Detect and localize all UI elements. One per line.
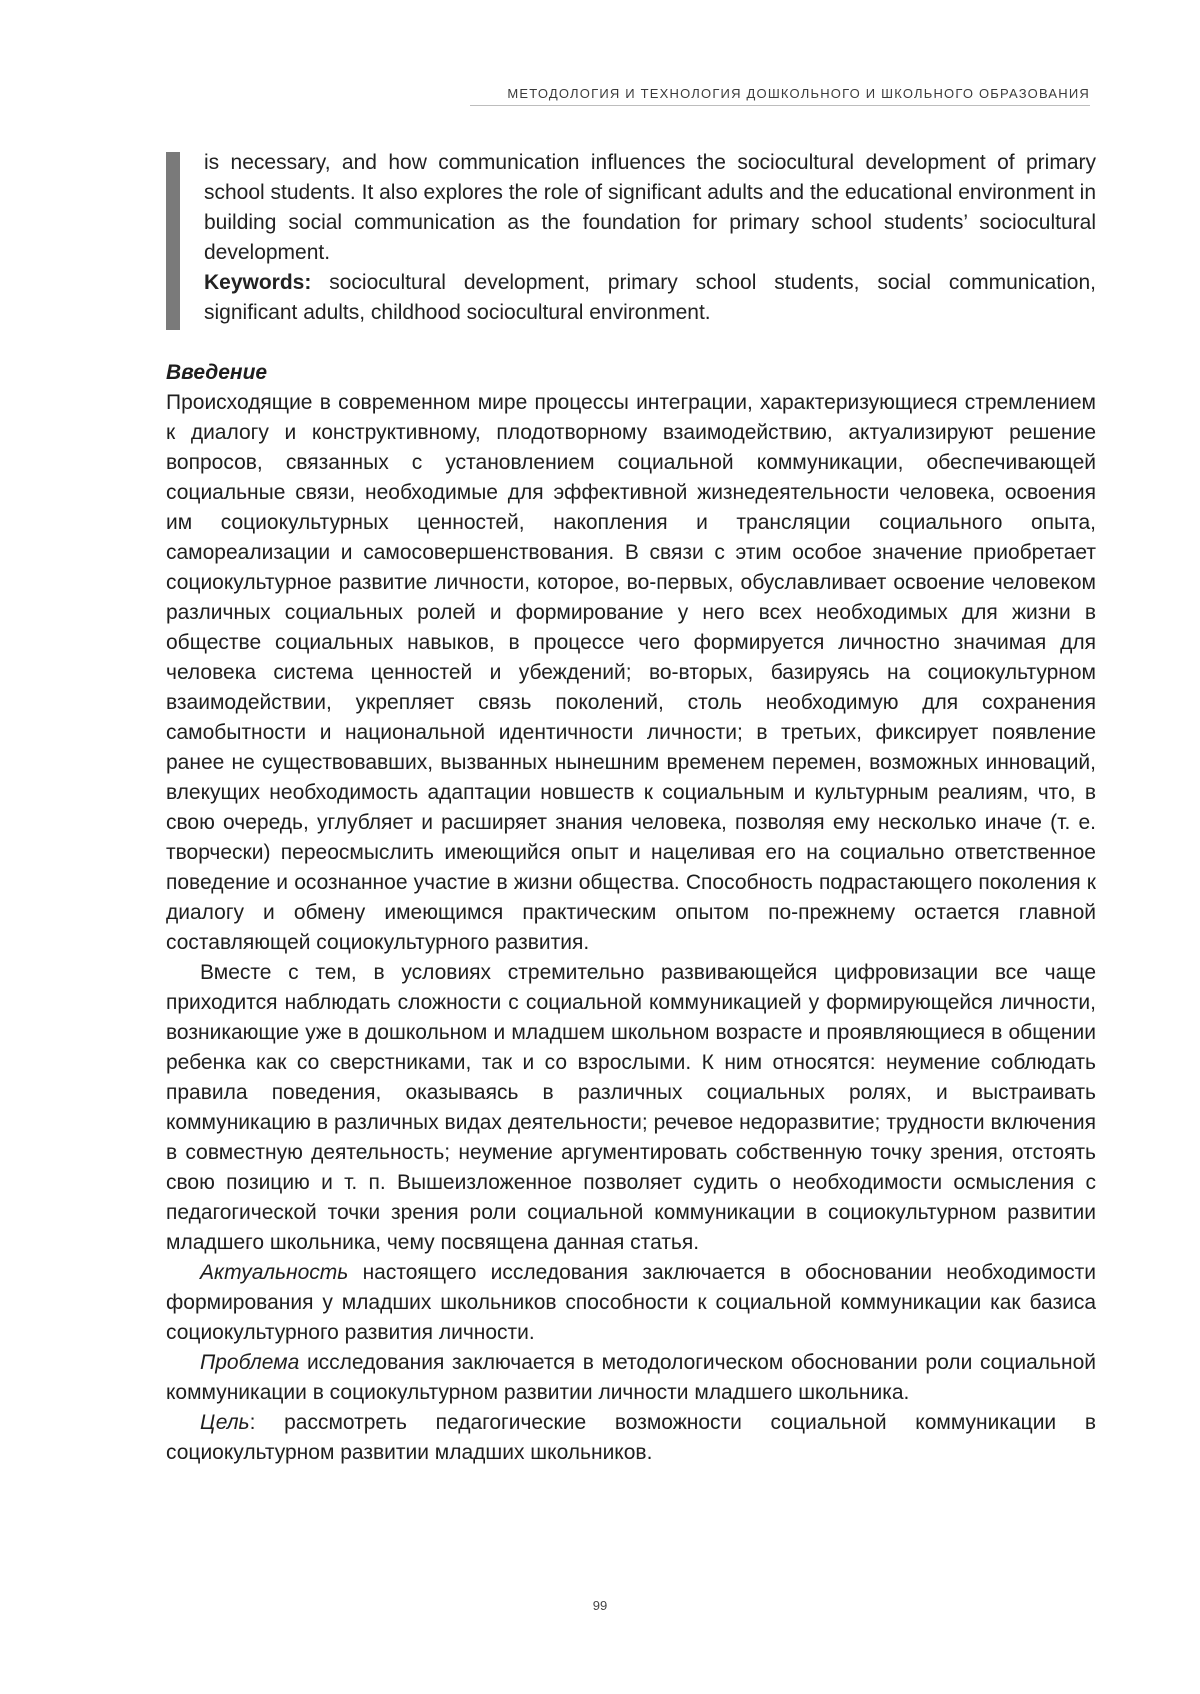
abstract-paragraph: is necessary, and how communication influences the sociocultural development of primary school students. It also explores the role of significant adults and the educational environment in building social communication as the foundation for primary school students’ sociocultural development. bbox=[204, 151, 1096, 264]
paragraph-digitalization: Вместе с тем, в условиях стремительно развивающейся цифровизации все чаще приходится наблюдать сложности с социальной коммуникацией у формирующейся личности, возникающие уже в дошкольном и младшем школьном возрасте и проявляющиеся в общении ребенка как со сверстниками, так и со взрослыми. К ним относятся: неумение соблюдать правила поведения, оказываясь в различных социальных ролях, и выстраивать коммуникацию в различных видах деятельности; речевое недоразвитие; трудности включения в совместную деятельность; неумение аргументировать собственную точку зрения, отстоять свою позицию и т. п. Вышеизложенное позволяет судить о необходимости осмысления с педагогической точки зрения роли социальной коммуникации в социокультурном развитии младшего школьника, чему посвящена данная статья. bbox=[166, 961, 1096, 1254]
keywords-line bbox=[204, 268, 1096, 328]
keywords-label: Keywords: bbox=[204, 271, 312, 294]
problem-label: Проблема bbox=[200, 1351, 300, 1374]
paragraph-intro: Происходящие в современном мире процессы интеграции, характеризующиеся стремлением к диалогу и конструктивному, плодотворному взаимодействию, актуализируют решение вопросов, связанных с установлением социальной коммуникации, обеспечивающей социальные связи, необходимые для эффективной жизнедеятельности человека, освоения им социокультурных ценностей, накопления и трансляции социального опыта, самореализации и самосовершенствования. В связи с этим особое значение приобретает социокультурное развитие личности, которое, во-первых, обуславливает освоение человеком различных социальных ролей и формирование у него всех необходимых для жизни в обществе социальных навыков, в процессе чего формируется личностно значимая для человека система ценностей и убеждений; во-вторых, базируясь на социокультурном взаимодействии, укрепляет связь поколений, столь необходимую для сохранения самобытности и национальной идентичности личности; в третьих, фиксирует появление ранее не существовавших, вызванных нынешним временем перемен, возможных инноваций, влекущих необходимость адаптации новшеств к социальным и культурным реалиям, что, в свою очередь, углубляет и расширяет знания человека, позволяя ему несколько иначе (т. е. творчески) переосмыслить имеющийся опыт и нацеливая его на социально ответственное поведение и осознанное участие в жизни общества. Способность подрастающего поколения к диалогу и обмену имеющимся практическим опытом по-прежнему остается главной составляющей социокультурного развития. bbox=[166, 391, 1096, 954]
paragraph-relevance bbox=[166, 1258, 1096, 1348]
paragraph-problem bbox=[166, 1348, 1096, 1408]
section-title: Введение bbox=[166, 361, 268, 384]
abstract-side-bar bbox=[166, 152, 180, 330]
goal-label: Цель bbox=[200, 1411, 250, 1434]
page-number: 99 bbox=[592, 1598, 608, 1613]
relevance-label: Актуальность bbox=[200, 1261, 349, 1284]
article-body bbox=[166, 358, 1096, 1468]
abstract-block bbox=[166, 148, 1096, 328]
paragraph-goal bbox=[166, 1408, 1096, 1468]
problem-text: исследования заключается в методологическом обосновании роли социальной коммуникации в социокультурном развитии личности младшего школьника. bbox=[166, 1351, 1096, 1404]
goal-text: : рассмотреть педагогические возможности социальной коммуникации в социокультурном развитии младших школьников. bbox=[166, 1411, 1096, 1464]
relevance-text: настоящего исследования заключается в обосновании необходимости формирования у младших школьников способности к социальной коммуникации как базиса социокультурного развития личности. bbox=[166, 1261, 1096, 1344]
header-rule bbox=[470, 105, 1090, 106]
keywords-text: sociocultural development, primary school students, social communication, significant adults, childhood sociocultural environment. bbox=[204, 271, 1096, 324]
abstract-text bbox=[204, 148, 1096, 328]
running-header: МЕТОДОЛОГИЯ И ТЕХНОЛОГИЯ ДОШКОЛЬНОГО И ШКОЛЬНОГО ОБРАЗОВАНИЯ bbox=[507, 86, 1090, 101]
